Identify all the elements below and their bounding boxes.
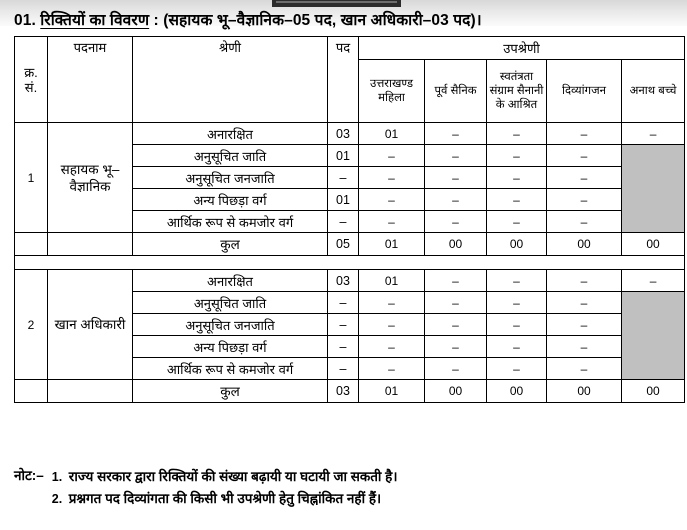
header-post-name: पदनाम bbox=[48, 37, 133, 123]
cell-total-empty-serial bbox=[15, 380, 48, 403]
cell-total-empty-post bbox=[48, 233, 133, 256]
cell-subcategory-value: – bbox=[425, 292, 487, 314]
header-serial-line2: सं. bbox=[24, 79, 38, 95]
cell-total-label: कुल bbox=[133, 233, 328, 256]
cell-posts-count: – bbox=[328, 167, 359, 189]
cell-category: अन्य पिछड़ा वर्ग bbox=[133, 189, 328, 211]
note-text: राज्य सरकार द्वारा रिक्तियों की संख्या बढ़ायी या घटायी ज‍ा सकती है। bbox=[68, 469, 398, 484]
header-sub-divyangjan: दिव्यांगजन bbox=[547, 60, 622, 123]
cell-total-subcategory: 00 bbox=[487, 233, 547, 256]
cell-total-posts: 03 bbox=[328, 380, 359, 403]
cell-posts-count: – bbox=[328, 211, 359, 233]
table-body bbox=[15, 123, 685, 403]
cell-posts-count: – bbox=[328, 292, 359, 314]
header-serial-line1: क्र. bbox=[24, 64, 38, 80]
cell-subcategory-value: – bbox=[547, 358, 622, 380]
cell-subcategory-value: – bbox=[359, 292, 425, 314]
cell-posts-count: 01 bbox=[328, 145, 359, 167]
cell-subcategory-value: – bbox=[425, 314, 487, 336]
cell-posts-count: 01 bbox=[328, 189, 359, 211]
cell-subcategory-value: – bbox=[487, 336, 547, 358]
cell-subcategory-value: – bbox=[547, 189, 622, 211]
cell-total-posts: 05 bbox=[328, 233, 359, 256]
cell-total-subcategory: 00 bbox=[622, 380, 685, 403]
cell-subcategory-value: – bbox=[487, 211, 547, 233]
cell-subcategory-value: – bbox=[425, 145, 487, 167]
cell-category: अन्य पिछड़ा वर्ग bbox=[133, 336, 328, 358]
cell-post-name: सहायक भू–वैज्ञानिक bbox=[48, 123, 133, 233]
cell-category: अनुसूचित जनजाति bbox=[133, 167, 328, 189]
note-text: प्रश्नगत पद दिव्यांगता की किसी भी उपश्रेणी हेतु चिह्नांकित नहीं हैं। bbox=[68, 491, 382, 506]
cell-subcategory-value: – bbox=[487, 270, 547, 292]
scan-artifact-band bbox=[272, 0, 401, 7]
cell-posts-count: – bbox=[328, 314, 359, 336]
cell-posts-count: – bbox=[328, 358, 359, 380]
header-sub-purv-sainik: पूर्व सैनिक bbox=[425, 60, 487, 123]
cell-subcategory-value: – bbox=[359, 167, 425, 189]
cell-subcategory-value: – bbox=[547, 270, 622, 292]
cell-posts-count: – bbox=[328, 336, 359, 358]
cell-subcategory-value: 01 bbox=[359, 123, 425, 145]
cell-subcategory-value: – bbox=[359, 358, 425, 380]
cell-total-subcategory: 00 bbox=[487, 380, 547, 403]
cell-subcategory-value: – bbox=[547, 123, 622, 145]
table-total-row bbox=[15, 380, 685, 403]
cell-posts-count: 03 bbox=[328, 270, 359, 292]
note-number: 2. bbox=[51, 492, 63, 506]
header-serial-number bbox=[15, 37, 48, 123]
title-number: 01. bbox=[14, 12, 36, 29]
spacer-cell bbox=[15, 256, 685, 270]
cell-total-empty-serial bbox=[15, 233, 48, 256]
cell-total-empty-post bbox=[48, 380, 133, 403]
header-posts: पद bbox=[328, 37, 359, 123]
cell-posts-count: 03 bbox=[328, 123, 359, 145]
cell-subcategory-value: – bbox=[487, 189, 547, 211]
cell-category: आर्थिक रूप से कमजोर वर्ग bbox=[133, 211, 328, 233]
cell-subcategory-value: – bbox=[547, 314, 622, 336]
title-rest-text: : (सहायक भू–वैज्ञानिक–05 पद, खान अधिकारी–03 पद)। bbox=[149, 12, 482, 29]
cell-subcategory-value: – bbox=[547, 211, 622, 233]
table-row bbox=[15, 123, 685, 145]
cell-subcategory-value: 01 bbox=[359, 270, 425, 292]
cell-subcategory-value: – bbox=[487, 358, 547, 380]
cell-anath-bachche-shaded bbox=[622, 292, 685, 380]
cell-category: अनारक्षित bbox=[133, 270, 328, 292]
title-underlined-text: रिक्तियों का विवरण bbox=[40, 12, 150, 29]
cell-post-name: खान अधिकारी bbox=[48, 270, 133, 380]
cell-subcategory-value: – bbox=[425, 211, 487, 233]
cell-subcategory-value: – bbox=[547, 145, 622, 167]
cell-subcategory-value: – bbox=[359, 314, 425, 336]
cell-subcategory-value: – bbox=[547, 292, 622, 314]
cell-total-subcategory: 00 bbox=[425, 233, 487, 256]
notes-list bbox=[52, 466, 674, 510]
cell-subcategory-value: – bbox=[359, 145, 425, 167]
notes-label: नोट:– bbox=[14, 468, 44, 483]
cell-total-label: कुल bbox=[133, 380, 328, 403]
header-category: श्रेणी bbox=[133, 37, 328, 123]
cell-category: अनुसूचित जाति bbox=[133, 145, 328, 167]
cell-serial-number: 1 bbox=[15, 123, 48, 233]
cell-subcategory-value: – bbox=[487, 123, 547, 145]
header-sub-swatantrata-sangram: स्वतंत्रता संग्राम सैनानी के आश्रित bbox=[487, 60, 547, 123]
cell-total-subcategory: 00 bbox=[547, 380, 622, 403]
cell-subcategory-value: – bbox=[547, 167, 622, 189]
cell-anath-bachche-shaded bbox=[622, 145, 685, 233]
table-total-row bbox=[15, 233, 685, 256]
cell-subcategory-value: – bbox=[487, 292, 547, 314]
cell-subcategory-value: – bbox=[425, 336, 487, 358]
cell-category: आर्थिक रूप से कमजोर वर्ग bbox=[133, 358, 328, 380]
cell-category: अनारक्षित bbox=[133, 123, 328, 145]
cell-subcategory-value: – bbox=[425, 189, 487, 211]
cell-subcategory-value: – bbox=[425, 167, 487, 189]
cell-serial-number: 2 bbox=[15, 270, 48, 380]
cell-total-subcategory: 00 bbox=[425, 380, 487, 403]
cell-subcategory-value: – bbox=[487, 314, 547, 336]
table-block-spacer bbox=[15, 256, 685, 270]
cell-total-subcategory: 01 bbox=[359, 380, 425, 403]
note-item bbox=[52, 466, 674, 488]
cell-total-subcategory: 00 bbox=[622, 233, 685, 256]
cell-subcategory-value: – bbox=[622, 270, 685, 292]
header-sub-uttarakhand-mahila: उत्तराखण्ड महिला bbox=[359, 60, 425, 123]
cell-subcategory-value: – bbox=[359, 336, 425, 358]
cell-subcategory-value: – bbox=[359, 211, 425, 233]
cell-subcategory-value: – bbox=[425, 270, 487, 292]
cell-subcategory-value: – bbox=[487, 145, 547, 167]
note-item bbox=[52, 488, 674, 510]
header-subcategory-group: उपश्रेणी bbox=[359, 37, 685, 60]
cell-subcategory-value: – bbox=[487, 167, 547, 189]
notes-section bbox=[14, 466, 674, 510]
cell-subcategory-value: – bbox=[425, 123, 487, 145]
cell-subcategory-value: – bbox=[425, 358, 487, 380]
cell-category: अनुसूचित जनजाति bbox=[133, 314, 328, 336]
cell-subcategory-value: – bbox=[622, 123, 685, 145]
table-header bbox=[15, 37, 685, 123]
header-sub-anath-bachche: अनाथ बच्चे bbox=[622, 60, 685, 123]
page-title bbox=[14, 8, 674, 30]
note-number: 1. bbox=[51, 470, 63, 484]
cell-subcategory-value: – bbox=[359, 189, 425, 211]
cell-subcategory-value: – bbox=[547, 336, 622, 358]
vacancy-details-table bbox=[14, 36, 685, 403]
table-row bbox=[15, 270, 685, 292]
cell-category: अनुसूचित जाति bbox=[133, 292, 328, 314]
cell-total-subcategory: 00 bbox=[547, 233, 622, 256]
cell-total-subcategory: 01 bbox=[359, 233, 425, 256]
